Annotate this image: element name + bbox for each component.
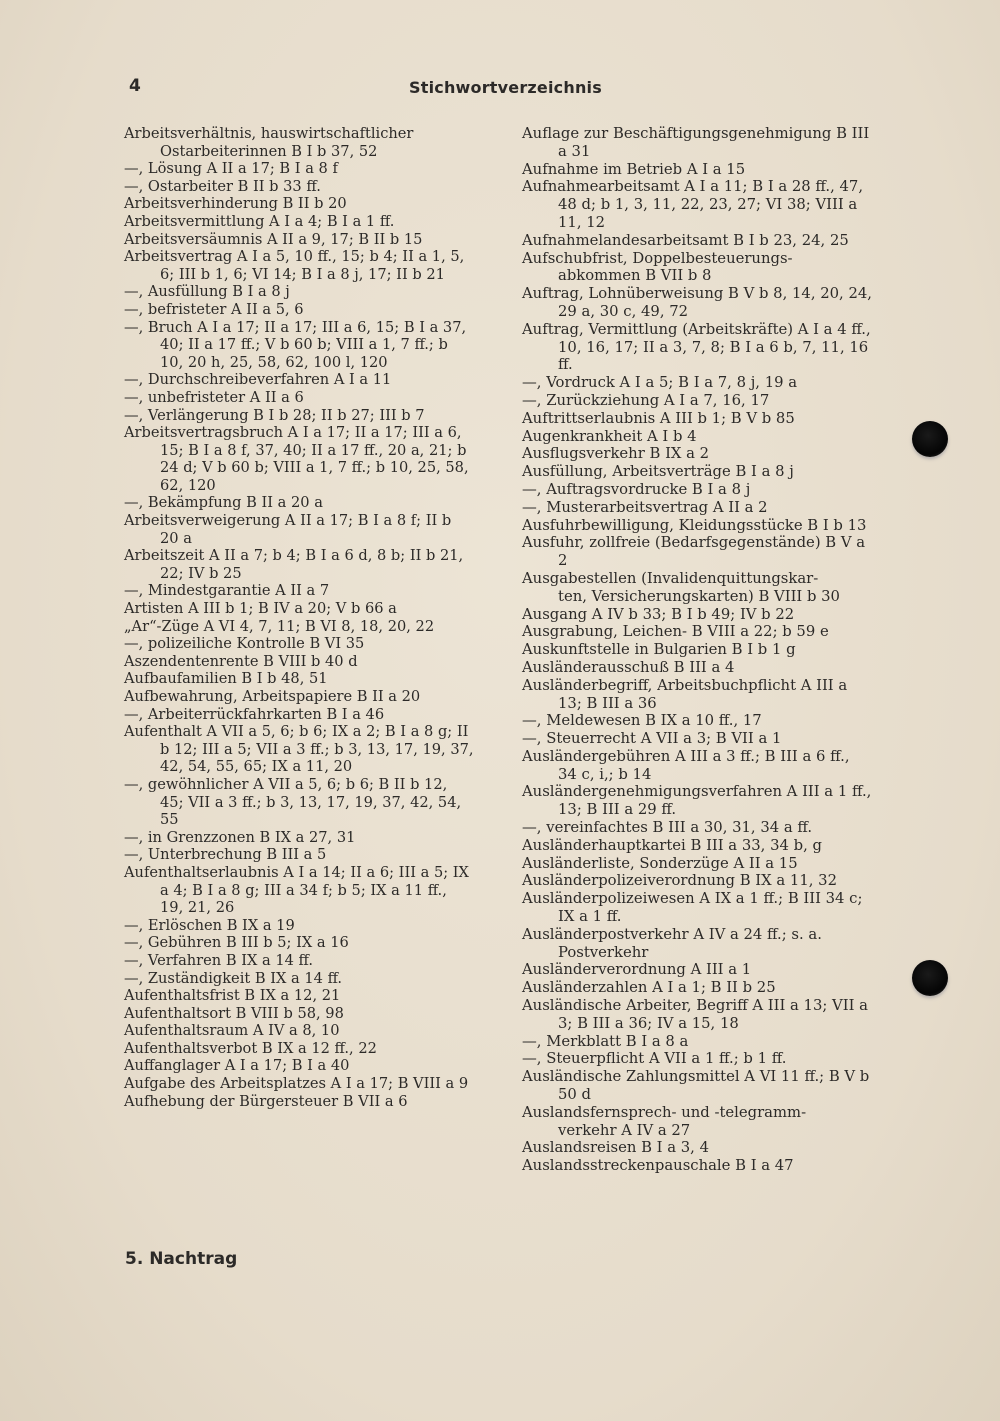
index-entry: Ausländerpolizeiwesen A IX a 1 ff.; B III 34 c; IX a 1 ff. [522,890,868,926]
index-entry: Aufenthaltsort B VIII b 58, 98 [124,1004,344,1022]
index-entry: —, in Grenzzonen B IX a 27, 31 [124,828,356,846]
index-entry: Ausländerbegriff, Arbeitsbuchpflicht A III a 13; B III a 36 [522,676,852,712]
index-entry: Ausländerzahlen A I a 1; B II b 25 [522,979,776,997]
index-column-left [124,125,479,1110]
index-entry: Aufbaufamilien B I b 48, 51 [124,670,328,688]
index-entry: Auskunftstelle in Bulgarien B I b 1 g [522,641,796,659]
index-entry: —, befristeter A II a 5, 6 [124,300,304,318]
index-entry: Aszendentenrente B VIII b 40 d [124,652,358,670]
index-entry: —, Zuständigkeit B IX a 14 ff. [124,969,343,987]
index-entry: —, Steuerrecht A VII a 3; B VII a 1 [522,730,782,748]
index-entry: „Ar“-Züge A VI 4, 7, 11; B VI 8, 18, 20, 22 [124,617,435,635]
index-entry: Ausländerliste, Sonderzüge A II a 15 [522,854,798,872]
index-entry: Aufenthalt A VII a 5, 6; b 6; IX a 2; B I a 8 g; II b 12; III a 5; VII a 3 ff.; b 3, 13, 17, 19, 37, 42, 54, 55, 65; IX a 11, 20 [124,723,479,776]
punch-hole [912,960,948,996]
index-entry: Ausfuhrbewilligung, Kleidungsstücke B I b 13 [522,516,867,534]
index-entry: —, Musterarbeitsvertrag A II a 2 [522,498,768,516]
index-entry: Aufnahme im Betrieb A I a 15 [522,160,746,178]
index-entry: Ausländerpolizeiverordnung B IX a 11, 32 [522,872,837,890]
index-entry: Auftrag, Lohnüberweisung B V b 8, 14, 20, 24, 29 a, 30 c, 49, 72 [522,285,877,320]
index-entry: Aufenthaltsverbot B IX a 12 ff., 22 [124,1039,377,1057]
index-entry: Auftrag, Vermittlung (Arbeitskräfte) A I a 4 ff., 10, 16, 17; II a 3, 7, 8; B I a 6 b, 7, 11, 16 ff. [522,320,876,374]
index-entry: —, gewöhnlicher A VII a 5, 6; b 6; B II b 12, 45; VII a 3 ff.; b 3, 13, 17, 19, 37, 42, 54, 55 [124,775,466,829]
index-entry: —, Gebühren B III b 5; IX a 16 [124,934,349,952]
index-entry: Aufschubfrist, Doppelbesteuerungs- abkommen B VII b 8 [522,249,793,285]
index-entry: —, Steuerpflicht A VII a 1 ff.; b 1 ff. [522,1050,787,1068]
index-entry: —, Arbeiterrückfahrkarten B I a 46 [124,705,385,723]
index-entry: —, Erlöschen B IX a 19 [124,916,295,934]
index-entry: Auflage zur Beschäftigungsgenehmigung B III a 31 [522,125,874,160]
index-entry: Auffanglager A I a 17; B I a 40 [124,1057,350,1075]
index-entry: Ausgrabung, Leichen- B VIII a 22; b 59 e [522,623,829,641]
index-entry: Ausländerverordnung A III a 1 [522,961,752,979]
index-entry: —, polizeiliche Kontrolle B VI 35 [124,635,365,653]
punch-hole [912,421,948,457]
index-entry: Ausfuhr, zollfreie (Bedarfsgegenstände) B V a 2 [522,534,870,570]
index-column-right [522,125,877,1175]
index-entry: Ausgabestellen (Invalidenquittungskar- ten, Versicherungskarten) B VIII b 30 [522,569,840,605]
index-entry: Ausländerausschuß B III a 4 [522,658,735,676]
index-entry: Ausflugsverkehr B IX a 2 [522,445,710,463]
index-entry: Ausländergebühren A III a 3 ff.; B III a 6 ff., 34 c, i,; b 14 [522,747,855,783]
index-entry: —, Auftragsvordrucke B I a 8 j [522,480,751,498]
index-entry: —, Meldewesen B IX a 10 ff., 17 [522,712,762,730]
index-entry: —, Zurückziehung A I a 7, 16, 17 [522,391,770,409]
index-entry: —, Bekämpfung B II a 20 a [124,494,323,512]
page-number: 4 [129,76,141,96]
index-entry: Auftrittserlaubnis A III b 1; B V b 85 [522,409,795,427]
index-entry: —, Ostarbeiter B II b 33 ff. [124,177,321,195]
index-entry: Auslandsfernsprech- und -telegramm- verkehr A IV a 27 [522,1103,807,1139]
index-entry: Aufhebung der Bürgersteuer B VII a 6 [124,1092,408,1110]
index-entry: —, Verfahren B IX a 14 ff. [124,951,314,969]
index-entry: Arbeitsversäumnis A II a 9, 17; B II b 15 [124,230,423,248]
index-entry: —, Ausfüllung B I a 8 j [124,283,290,301]
index-entry: —, Mindestgarantie A II a 7 [124,582,330,600]
index-entry: Aufenthaltsfrist B IX a 12, 21 [124,987,341,1005]
index-entry: Augenkrankheit A I b 4 [522,427,697,445]
index-entry: Aufbewahrung, Arbeitspapiere B II a 20 [124,688,421,705]
index-entry: —, Merkblatt B I a 8 a [522,1032,689,1050]
index-entry: Ausländerhauptkartei B III a 33, 34 b, g [522,836,822,854]
index-entry: Ausländergenehmigungsverfahren A III a 1 ff., 13; B III a 29 ff. [522,783,877,819]
index-entry: Arbeitsverhinderung B II b 20 [124,195,347,213]
index-entry: Arbeitsverweigerung A II a 17; B I a 8 f; II b 20 a [124,512,456,547]
index-entry: Artisten A III b 1; B IV a 20; V b 66 a [124,600,397,618]
index-entry: —, Lösung A II a 17; B I a 8 f [124,160,338,178]
index-entry: —, unbefristeter A II a 6 [124,388,304,406]
index-entry: Ausgang A IV b 33; B I b 49; IV b 22 [522,605,795,623]
index-entry: Ausländische Arbeiter, Begriff A III a 13; VII a 3; B III a 36; IV a 15, 18 [522,997,873,1032]
index-entry: Ausländerpostverkehr A IV a 24 ff.; s. a. Postverkehr [522,925,827,961]
index-entry: Aufnahmelandesarbeitsamt B I b 23, 24, 25 [522,231,849,249]
index-entry: Auslandsreisen B I a 3, 4 [522,1139,709,1157]
index-entry: Aufenthaltsraum A IV a 8, 10 [124,1022,340,1040]
index-entry: Arbeitsverhältnis, hauswirtschaftlicher Ostarbeiterinnen B I b 37, 52 [124,125,414,160]
index-entry: —, Unterbrechung B III a 5 [124,846,327,864]
index-entry: Arbeitsvermittlung A I a 4; B I a 1 ff. [124,212,395,230]
index-entry: —, Durchschreibeverfahren A I a 11 [124,371,392,389]
index-entry: Arbeitszeit A II a 7; b 4; B I a 6 d, 8 b; II b 21, 22; IV b 25 [124,547,468,582]
index-entry: —, Bruch A I a 17; II a 17; III a 6, 15; B I a 37, 40; II a 17 ff.; V b 60 b; VIII a 1, 7 ff.; b 10, 20 h, 25, 58, 62, 100 l, 120 [124,318,471,371]
index-entry: Ausfüllung, Arbeitsverträge B I a 8 j [522,463,794,481]
index-entry: Aufnahmearbeitsamt A I a 11; B I a 28 ff., 47, 48 d; b 1, 3, 11, 22, 23, 27; VI 38; VIII a 11, 12 [522,178,868,231]
index-entry: Auslandsstreckenpauschale B I a 47 [522,1157,794,1175]
supplement-heading: 5. Nachtrag [125,1249,238,1269]
index-entry: Aufenthaltserlaubnis A I a 14; II a 6; III a 5; IX a 4; B I a 8 g; III a 34 f; b 5; IX a 11 ff., 19, 21, 26 [124,863,474,917]
index-entry: Arbeitsvertragsbruch A I a 17; II a 17; III a 6, 15; B I a 8 f, 37, 40; II a 17 ff., 20 a, 21; b 24 d; V b 60 b; VIII a 1, 7 ff.; b 10, 25, 58, 62, 120 [124,424,474,494]
index-entry: Aufgabe des Arbeitsplatzes A I a 17; B VIII a 9 [124,1075,469,1093]
index-entry: Ausländische Zahlungsmittel A VI 11 ff.; B V b 50 d [522,1068,874,1104]
page-header: Stichwortverzeichnis [409,78,602,97]
index-entry: —, vereinfachtes B III a 30, 31, 34 a ff. [522,819,813,837]
index-entry: —, Verlängerung B I b 28; II b 27; III b 7 [124,406,425,424]
index-entry: Arbeitsvertrag A I a 5, 10 ff., 15; b 4; II a 1, 5, 6; III b 1, 6; VI 14; B I a 8 j, 17; II b 21 [124,248,469,283]
index-entry: —, Vordruck A I a 5; B I a 7, 8 j, 19 a [522,374,798,392]
